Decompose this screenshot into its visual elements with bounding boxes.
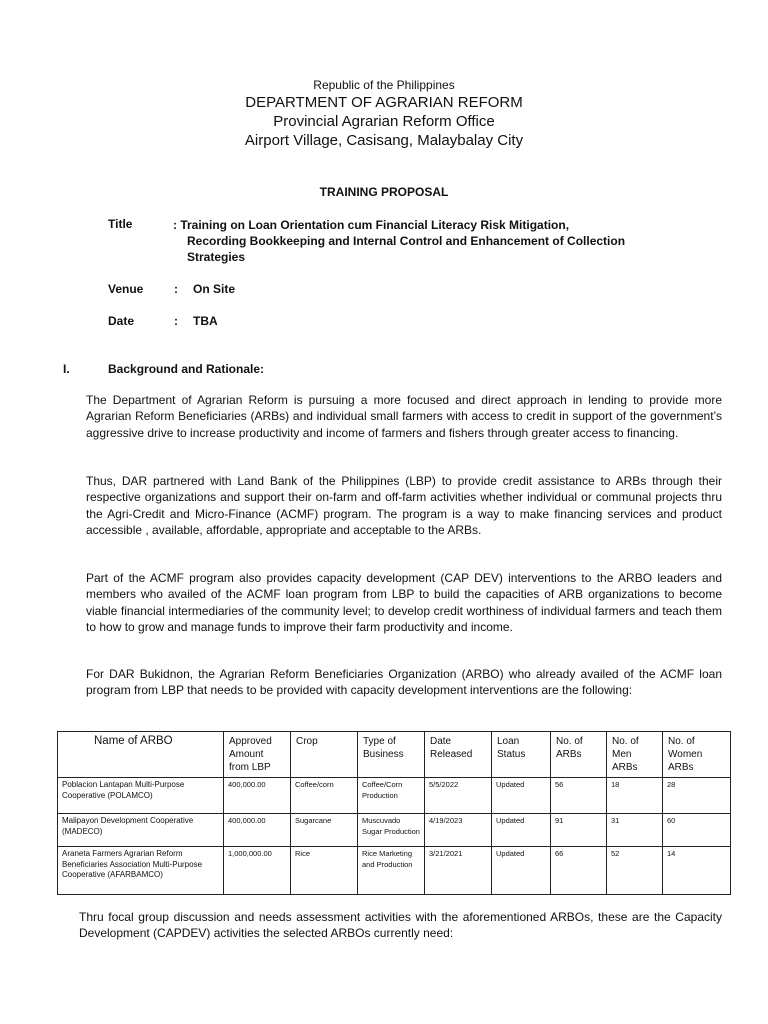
cell-crop: Sugarcane bbox=[291, 814, 358, 847]
date-label: Date bbox=[108, 314, 135, 328]
cell-business: Rice Marketing and Production bbox=[358, 847, 425, 895]
republic-line: Republic of the Philippines bbox=[313, 78, 455, 92]
cell-women: 28 bbox=[663, 778, 731, 814]
section-title: Background and Rationale: bbox=[108, 362, 265, 376]
venue-value: On Site bbox=[193, 282, 236, 296]
header-crop: Crop bbox=[291, 732, 358, 778]
cell-arbs: 56 bbox=[551, 778, 607, 814]
office-address: Airport Village, Casisang, Malaybalay City bbox=[244, 132, 524, 149]
cell-status: Updated bbox=[492, 778, 551, 814]
cell-women: 14 bbox=[663, 847, 731, 895]
cell-business: Coffee/Corn Production bbox=[358, 778, 425, 814]
paragraph-4: For DAR Bukidnon, the Agrarian Reform Beneficiaries Organization (ARBO) who already availed of the ACMF loan program from LBP that needs to be provided with capacity development interventions are the following: bbox=[86, 667, 722, 698]
table-header-row bbox=[58, 732, 731, 778]
office-name: Provincial Agrarian Reform Office bbox=[273, 113, 495, 130]
cell-date: 5/5/2022 bbox=[425, 778, 492, 814]
venue-colon: : bbox=[174, 282, 178, 296]
table-row bbox=[58, 778, 731, 814]
paragraph-5: Thru focal group discussion and needs assessment activities with the aforementioned ARBOs, these are the Capacity Development (CAPDEV) activities the selected ARBOs currently need: bbox=[79, 910, 722, 941]
cell-women: 60 bbox=[663, 814, 731, 847]
cell-amount: 1,000,000.00 bbox=[224, 847, 291, 895]
cell-men: 31 bbox=[607, 814, 663, 847]
section-number: I. bbox=[63, 362, 70, 376]
table-row bbox=[58, 814, 731, 847]
cell-crop: Rice bbox=[291, 847, 358, 895]
arbo-table bbox=[57, 731, 731, 895]
cell-arbs: 91 bbox=[551, 814, 607, 847]
header-women: No. of Women ARBs bbox=[663, 732, 731, 778]
date-value: TBA bbox=[193, 314, 218, 328]
header-men: No. of Men ARBs bbox=[607, 732, 663, 778]
cell-amount: 400,000.00 bbox=[224, 778, 291, 814]
header-arbs: No. of ARBs bbox=[551, 732, 607, 778]
title-line-2: Recording Bookkeeping and Internal Control and Enhancement of Collection bbox=[187, 234, 626, 248]
cell-amount: 400,000.00 bbox=[224, 814, 291, 847]
paragraph-3: Part of the ACMF program also provides capacity development (CAP DEV) interventions to the ARBO leaders and members who availed of the ACMF loan program from LBP to build the capacities of ARB organizations to become viable financial intermediaries of the community level; to develop credit worthiness of individual farmers and teach them to how to grow and manage funds to improve their farm productivity and income. bbox=[86, 571, 722, 634]
title-line-3: Strategies bbox=[187, 250, 246, 264]
document-type: TRAINING PROPOSAL bbox=[319, 185, 449, 199]
cell-men: 52 bbox=[607, 847, 663, 895]
cell-business: Muscuvado Sugar Production bbox=[358, 814, 425, 847]
header-date: Date Released bbox=[425, 732, 492, 778]
cell-arbs: 66 bbox=[551, 847, 607, 895]
header-status: Loan Status bbox=[492, 732, 551, 778]
table-row bbox=[58, 847, 731, 895]
title-label: Title bbox=[108, 217, 133, 231]
department-name: DEPARTMENT OF AGRARIAN REFORM bbox=[245, 94, 523, 111]
cell-date: 3/21/2021 bbox=[425, 847, 492, 895]
cell-men: 18 bbox=[607, 778, 663, 814]
title-value bbox=[173, 217, 693, 265]
header-name: Name of ARBO bbox=[58, 732, 224, 778]
cell-name: Araneta Farmers Agrarian Reform Beneficiaries Association Multi-Purpose Cooperative (AFARBAMCO) bbox=[58, 847, 224, 895]
cell-status: Updated bbox=[492, 847, 551, 895]
cell-status: Updated bbox=[492, 814, 551, 847]
venue-label: Venue bbox=[108, 282, 144, 296]
date-colon: : bbox=[174, 314, 178, 328]
title-line-1: : Training on Loan Orientation cum Financial Literacy Risk Mitigation, bbox=[173, 218, 570, 232]
cell-name: Malipayon Development Cooperative (MADECO) bbox=[58, 814, 224, 847]
cell-date: 4/19/2023 bbox=[425, 814, 492, 847]
paragraph-1: The Department of Agrarian Reform is pursuing a more focused and direct approach in lending to provide more Agrarian Reform Beneficiaries (ARBs) and individual small farmers with access to credit in support of the government’s aggressive drive to increase productivity and income of farmers and fishers through greater access to financing. bbox=[86, 393, 722, 440]
header-business: Type of Business bbox=[358, 732, 425, 778]
header-amount: Approved Amount from LBP bbox=[224, 732, 291, 778]
cell-name: Poblacion Lantapan Multi-Purpose Cooperative (POLAMCO) bbox=[58, 778, 224, 814]
paragraph-2: Thus, DAR partnered with Land Bank of the Philippines (LBP) to provide credit assistance to ARBs through their respective organizations and support their on-farm and off-farm activities whether individual or communal projects thru the Agri-Credit and Micro-Finance (ACMF) program. The program is a way to make financing services and product accessible , available, affordable, appropriate and acceptable to the ARBs. bbox=[86, 474, 722, 537]
cell-crop: Coffee/corn bbox=[291, 778, 358, 814]
